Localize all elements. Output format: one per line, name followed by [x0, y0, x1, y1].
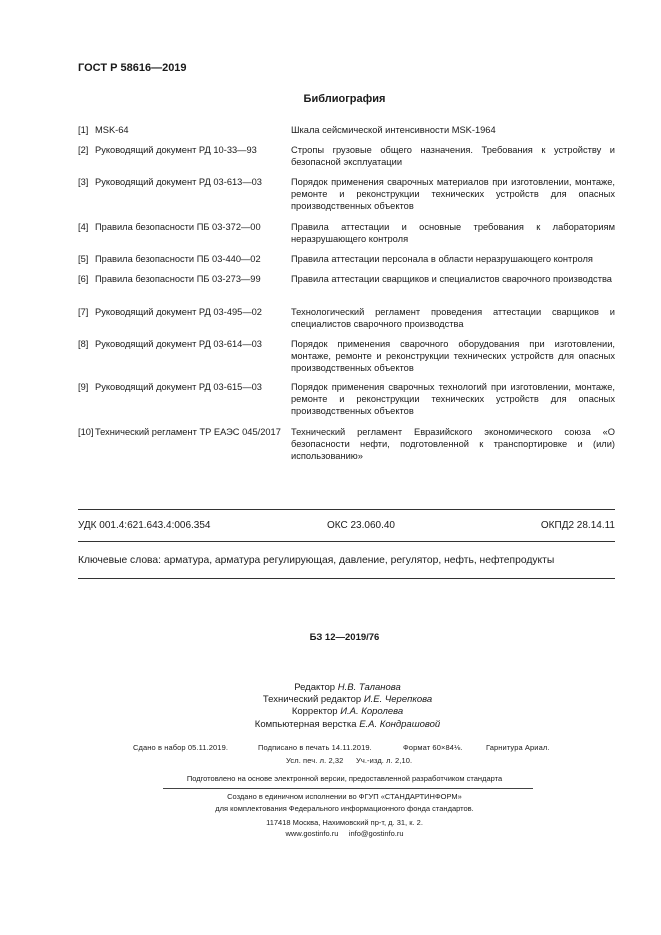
credit-label: Корректор: [291, 706, 338, 718]
purpose-note: для комплектования Федерального информационного фонда стандартов.: [215, 804, 474, 813]
entry-number: [7]: [78, 307, 89, 317]
prepared-note: Подготовлено на основе электронной версии, предоставленной разработчиком стандарта: [186, 774, 503, 783]
entry-description: Порядок применения сварочных технологий при изготовлении, монтаже, ремонте и реконструкции технических устройств для опасных производственных объектов: [291, 382, 615, 416]
entry-name: Правила безопасности ПБ 03-273—99: [95, 274, 261, 284]
credit-label: Редактор: [294, 682, 336, 693]
credit-corrector: [34, 706, 661, 718]
publisher-email[interactable]: info@gostinfo.ru: [348, 829, 404, 838]
credit-label: Технический редактор: [262, 694, 362, 706]
entry-number: [1]: [78, 125, 89, 135]
udk-code: УДК 001.4:621.643.4:006.354: [78, 520, 211, 531]
credit-person: Е.А. Кондрашовой: [359, 718, 441, 730]
publisher-contacts: [0, 829, 661, 838]
created-note: Создано в единичном исполнении во ФГУП «СТАНДАРТИНФОРМ»: [227, 792, 462, 801]
entry-number: [5]: [78, 254, 89, 264]
publisher-address: 117418 Москва, Нахимовский пр-т, д. 31, к. 2.: [266, 818, 423, 827]
credit-person: И.Е. Черепкова: [363, 694, 433, 706]
print-sent: Сдано в набор 05.11.2019.: [133, 743, 229, 752]
entry-description: Стропы грузовые общего назначения. Требования к устройству и безопасной эксплуатации: [291, 145, 615, 167]
entry-number: [4]: [78, 222, 89, 232]
print-font: Гарнитура Ариал.: [486, 743, 550, 752]
bibliography-title: Библиография: [303, 93, 386, 105]
entry-name: Руководящий документ РД 03-614—03: [95, 339, 262, 349]
entry-description: Шкала сейсмической интенсивности MSK-1964: [291, 125, 496, 135]
entry-description: Технологический регламент проведения аттестации сварщиков и специалистов сварочного производства: [291, 307, 615, 329]
entry-number: [8]: [78, 339, 89, 349]
credit-person: Н.В. Таланова: [337, 682, 401, 693]
entry-number: [10]: [78, 427, 94, 437]
print-pub-sheets: Уч.-изд. л. 2,10.: [356, 756, 413, 765]
credit-layout: [34, 719, 661, 731]
publisher-site[interactable]: www.gostinfo.ru: [285, 829, 339, 838]
entry-name: Правила безопасности ПБ 03-440—02: [95, 254, 261, 264]
print-format: Формат 60×84⅛.: [403, 743, 463, 752]
credit-person: И.А. Королева: [340, 706, 404, 718]
entry-description: Правила аттестации персонала в области неразрушающего контроля: [291, 254, 593, 264]
entry-name: Руководящий документ РД 10-33—93: [95, 145, 257, 155]
entry-name: Правила безопасности ПБ 03-372—00: [95, 222, 261, 232]
entry-description: Правила аттестации и основные требования к лабораториям неразрушающего контроля: [291, 222, 615, 244]
divider: [78, 578, 615, 579]
entry-description: Правила аттестации сварщиков и специалистов сварочного производства: [291, 274, 612, 284]
entry-description: Технический регламент Евразийского экономического союза «О безопасности нефти, подготовленной к транспортировке и (или) использованию»: [291, 427, 615, 461]
okpd-code: ОКПД2 28.14.11: [540, 520, 615, 531]
entry-name: Руководящий документ РД 03-495—02: [95, 307, 262, 317]
oks-code: ОКС 23.060.40: [327, 520, 395, 531]
entry-name: MSK-64: [95, 125, 129, 135]
keywords: Ключевые слова: арматура, арматура регулирующая, давление, регулятор, нефть, нефтепродукты: [78, 555, 555, 566]
entry-number: [3]: [78, 177, 89, 187]
divider: [163, 788, 533, 789]
divider: [78, 509, 615, 510]
entry-name: Технический регламент ТР ЕАЭС 045/2017: [95, 427, 281, 437]
entry-number: [9]: [78, 382, 89, 392]
entry-name: Руководящий документ РД 03-615—03: [95, 382, 262, 392]
credit-label: Компьютерная верстка: [254, 718, 357, 730]
entry-description: Порядок применения сварочного оборудования при изготовлении, монтаже, ремонте и реконструкции технических устройств для опасных производственных объектов: [291, 339, 615, 373]
entry-number: [6]: [78, 274, 89, 284]
entry-number: [2]: [78, 145, 89, 155]
standard-number: ГОСТ Р 58616—2019: [78, 62, 187, 74]
credits: [0, 682, 661, 731]
print-sheets: Усл. печ. л. 2,32: [286, 756, 344, 765]
bz-number: БЗ 12—2019/76: [309, 632, 380, 643]
entry-name: Руководящий документ РД 03-613—03: [95, 177, 262, 187]
divider: [78, 541, 615, 542]
credit-tech-editor: [34, 694, 661, 706]
print-signed: Подписано в печать 14.11.2019.: [258, 743, 372, 752]
entry-description: Порядок применения сварочных материалов при изготовлении, монтаже, ремонте и реконструкции технических устройств для опасных производственных объектов: [291, 177, 615, 211]
credit-editor: [34, 682, 661, 694]
